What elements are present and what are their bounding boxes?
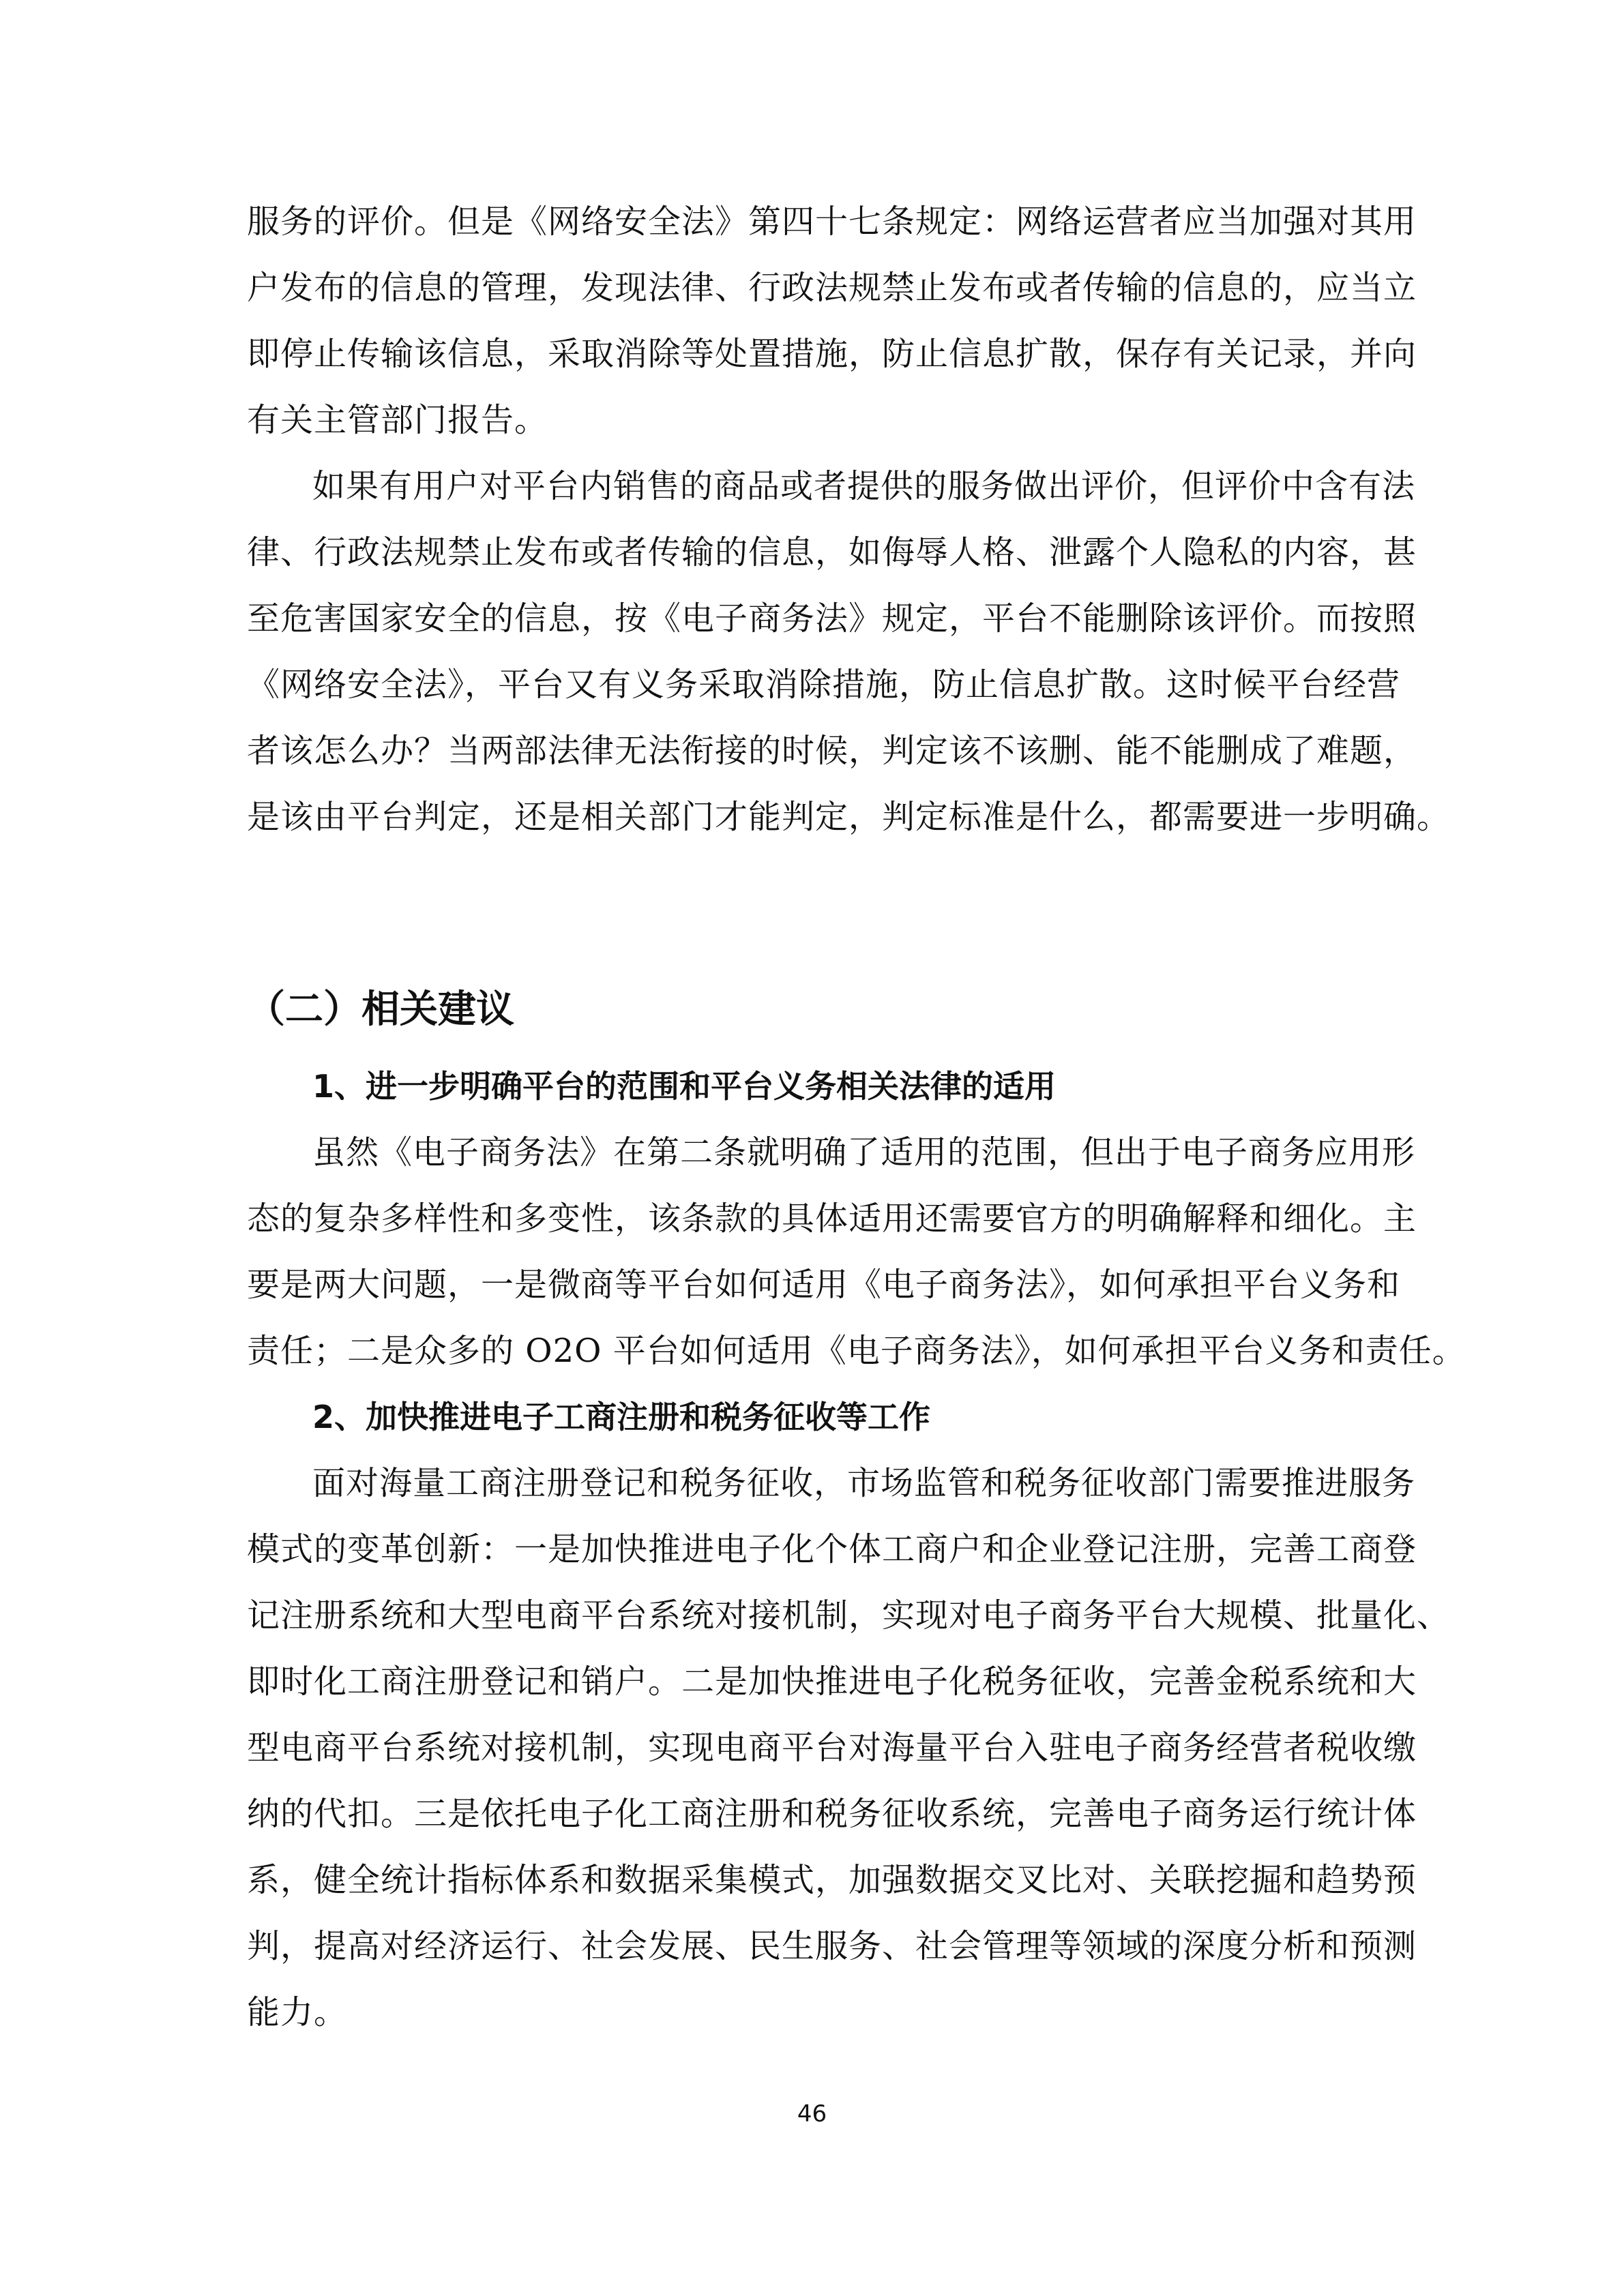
page-number: 46 (797, 2100, 827, 2128)
paragraph-line: 虽然《电子商务法》在第二条就明确了适用的范围，但出于电子商务应用形 (312, 1133, 1416, 1172)
paragraph-line: 即停止传输该信息，采取消除等处置措施，防止信息扩散，保存有关记录，并向 (247, 335, 1417, 373)
paragraph-line: 户发布的信息的管理，发现法律、行政法规禁止发布或者传输的信息的，应当立 (247, 269, 1417, 307)
paragraph-line: 有关主管部门报告。 (247, 401, 548, 439)
paragraph-line: 面对海量工商注册登记和税务征收，市场监管和税务征收部门需要推进服务 (312, 1464, 1416, 1502)
paragraph-line: 服务的评价。但是《网络安全法》第四十七条规定：网络运营者应当加强对其用 (247, 203, 1417, 241)
paragraph-line: 系，健全统计指标体系和数据采集模式，加强数据交叉比对、关联挖掘和趋势预 (247, 1861, 1417, 1899)
paragraph-line: 律、行政法规禁止发布或者传输的信息，如侮辱人格、泄露个人隐私的内容，甚 (247, 533, 1417, 571)
paragraph-line: 即时化工商注册登记和销户。二是加快推进电子化税务征收，完善金税系统和大 (247, 1663, 1417, 1701)
paragraph-line: 型电商平台系统对接机制，实现电商平台对海量平台入驻电子商务经营者税收缴 (247, 1729, 1417, 1767)
paragraph-line: 要是两大问题，一是微商等平台如何适用《电子商务法》，如何承担平台义务和 (247, 1266, 1401, 1304)
paragraph-line: 能力。 (247, 1993, 348, 2031)
paragraph-line: 是该由平台判定，还是相关部门才能判定，判定标准是什么，都需要进一步明确。 (247, 798, 1451, 836)
paragraph-line: 者该怎么办？当两部法律无法衔接的时候，判定该不该删、能不能删成了难题， (247, 732, 1417, 770)
paragraph-line: 纳的代扣。三是依托电子化工商注册和税务征收系统，完善电子商务运行统计体 (247, 1795, 1417, 1833)
paragraph-line: 模式的变革创新：一是加快推进电子化个体工商户和企业登记注册，完善工商登 (247, 1530, 1417, 1568)
paragraph-line: 记注册系统和大型电商平台系统对接机制，实现对电子商务平台大规模、批量化、 (247, 1596, 1451, 1635)
paragraph-line: 责任；二是众多的 O2O 平台如何适用《电子商务法》，如何承担平台义务和责任。 (247, 1332, 1466, 1370)
section-heading: （二）相关建议 (247, 987, 514, 1032)
paragraph-line: 如果有用户对平台内销售的商品或者提供的服务做出评价，但评价中含有法 (312, 467, 1416, 505)
paragraph-line: 态的复杂多样性和多变性，该条款的具体适用还需要官方的明确解释和细化。主 (247, 1199, 1417, 1238)
subsection-title: 2、加快推进电子工商注册和税务征收等工作 (312, 1399, 931, 1435)
paragraph-line: 《网络安全法》，平台又有义务采取消除措施，防止信息扩散。这时候平台经营 (247, 666, 1401, 704)
paragraph-line: 至危害国家安全的信息，按《电子商务法》规定，平台不能删除该评价。而按照 (247, 599, 1417, 638)
subsection-title: 1、进一步明确平台的范围和平台义务相关法律的适用 (312, 1068, 1057, 1105)
paragraph-line: 判，提高对经济运行、社会发展、民生服务、社会管理等领域的深度分析和预测 (247, 1927, 1417, 1965)
